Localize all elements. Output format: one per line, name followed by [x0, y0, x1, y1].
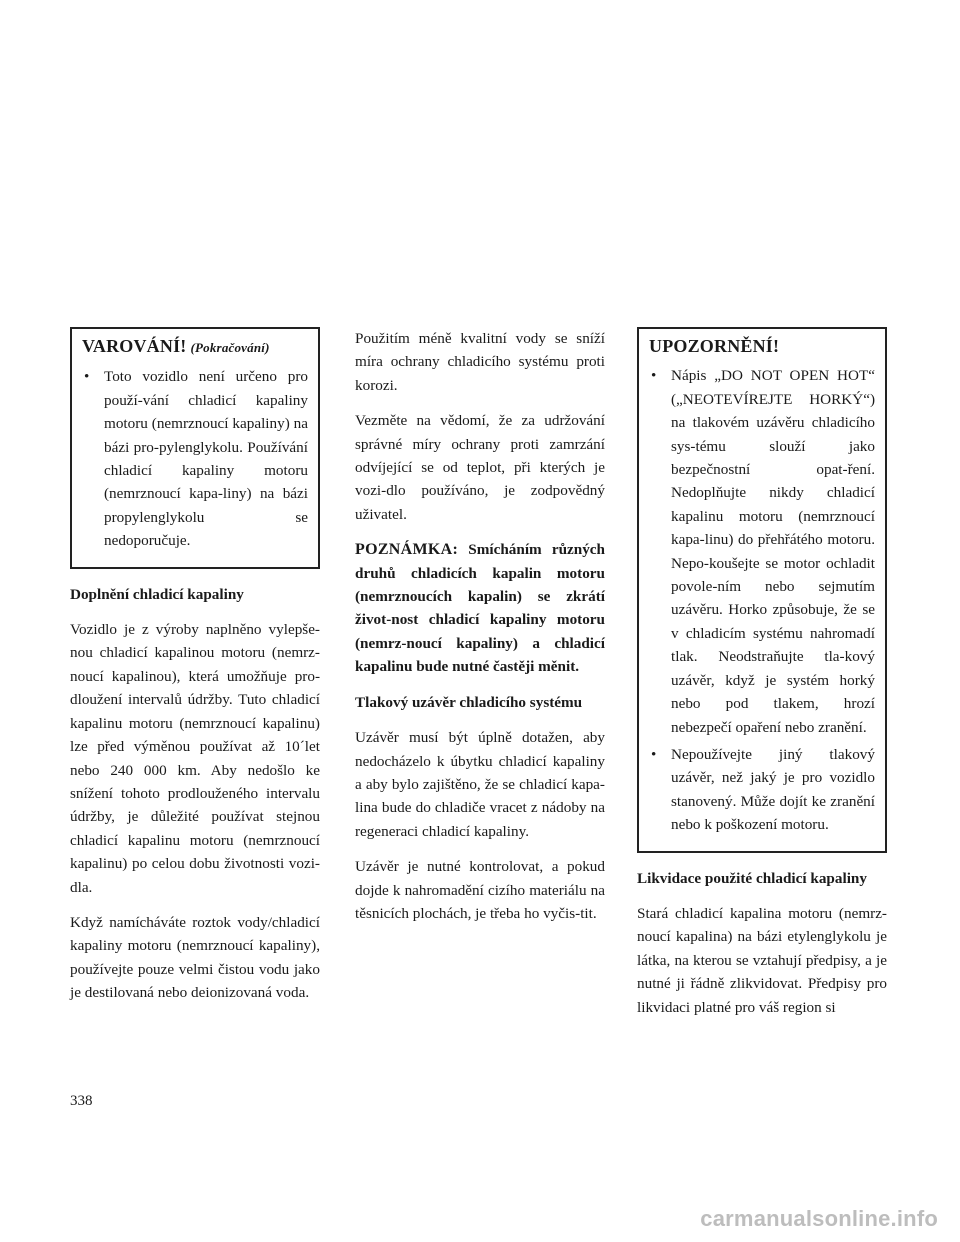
caution-bullet-text: Nápis „DO NOT OPEN HOT“ („NEOTEVÍREJTE HORKÝ“) na tlakovém uzávěru chladicího sys-tému slouží jako bezpečnostní opat-ření. Nedoplňujte nikdy chladicí kapalinu motoru (nemrznoucí kapa-linu) do přehřátého motoru. Nepo-koušejte se motor ochladit povole-ním nebo sejmutím uzávěru. Horko způsobuje, že se v chladicím systému nahromadí tlak. Neodstraňujte tla-kový uzávěr, když je systém horký nebo pod tlakem, hrozí nebezpečí opaření nebo zranění. — [671, 367, 875, 736]
caution-box — [637, 327, 887, 853]
bullet-icon: • — [84, 368, 90, 386]
paragraph: Vozidlo je z výroby naplněno vylepše-nou chladicí kapalinou motoru (nemrz-noucí kapalinou), která umožňuje pro-dloužení intervalů údržby. Tuto chladicí kapalinu motoru (nemrznoucí kapalinu) lze před výměnou používat až 10´let nebo 240 000 km. Aby nedošlo ke snížení tohoto prodlouženého intervalu údržby, je důležité používat stejnou chladicí kapalinu motoru (nemrznoucí kapalinu) po celou dobu životnosti vozi-dla. — [70, 621, 320, 896]
bullet-icon: • — [651, 745, 657, 763]
caution-bullet-text: Nepoužívejte jiný tlakový uzávěr, než jaký je pro vozidlo stanovený. Může dojít ke zranění nebo k poškození motoru. — [671, 745, 875, 834]
warning-box — [70, 327, 320, 569]
note-label: POZNÁMKA: — [355, 541, 459, 559]
column-left — [70, 327, 320, 1017]
note-text: Smícháním různých druhů chladicích kapalin motoru (nemrznoucích kapalin) se zkrátí život-nost chladicí kapaliny motoru (nemrz-noucí kapaliny) a chladicí kapalinu bude nutné častěji měnit. — [355, 541, 605, 676]
warning-bullet-text: Toto vozidlo není určeno pro použí-vání chladicí kapaliny motoru (nemrznoucí kapaliny) na bázi pro-pylenglykolu. Používání chladicí kapaliny motoru (nemrznoucí kapa-liny) na bázi propylenglykolu se nedoporučuje. — [104, 368, 308, 550]
warning-bullet — [82, 365, 308, 552]
caution-bullet — [649, 743, 875, 837]
bullet-icon: • — [651, 367, 657, 385]
paragraph: Když namícháváte roztok vody/chladicí kapaliny motoru (nemrznoucí kapaliny), používejte pouze velmi čistou vodu jako je destilovaná nebo deionizovaná voda. — [70, 913, 320, 1002]
section-heading-pressure-cap: Tlakový uzávěr chladicího systému — [355, 693, 583, 711]
warning-title — [82, 335, 308, 359]
section-heading-refill: Doplnění chladicí kapaliny — [70, 585, 244, 603]
note-paragraph — [355, 538, 605, 678]
paragraph: Stará chladicí kapalina motoru (nemrz-noucí kapalina) na bázi etylenglykolu je látka, na kterou se vztahují předpisy, a je nutné ji řádně zlikvidovat. Předpisy pro likvidaci platné pro váš region si — [637, 904, 887, 1016]
page-number: 338 — [70, 1093, 93, 1109]
paragraph: Vezměte na vědomí, že za udržování správné míry ochrany proti zamrzání odvíjející se od teplot, při kterých je vozi-dlo používáno, je zodpovědný uživatel. — [355, 412, 605, 523]
caution-title: UPOZORNĚNÍ! — [649, 336, 780, 356]
paragraph: Uzávěr je nutné kontrolovat, a pokud dojde k nahromadění cizího materiálu na těsnicích plochách, je třeba ho vyčis-tit. — [355, 858, 605, 922]
warning-subtitle: (Pokračování) — [190, 340, 270, 355]
paragraph: Uzávěr musí být úplně dotažen, aby nedocházelo k úbytku chladicí kapaliny a aby bylo zajištěno, že se chladicí kapa-lina bude do chladiče vracet z nádoby na regeneraci chladicí kapaliny. — [355, 729, 605, 840]
column-right — [637, 327, 887, 1031]
watermark: carmanualsonline.info — [700, 1206, 938, 1231]
warning-title-text: VAROVÁNÍ! — [82, 336, 187, 356]
caution-bullet — [649, 364, 875, 739]
column-middle — [355, 327, 605, 937]
section-heading-disposal: Likvidace použité chladicí kapaliny — [637, 869, 867, 887]
paragraph: Použitím méně kvalitní vody se sníží míra ochrany chladicího systému proti korozi. — [355, 330, 605, 394]
